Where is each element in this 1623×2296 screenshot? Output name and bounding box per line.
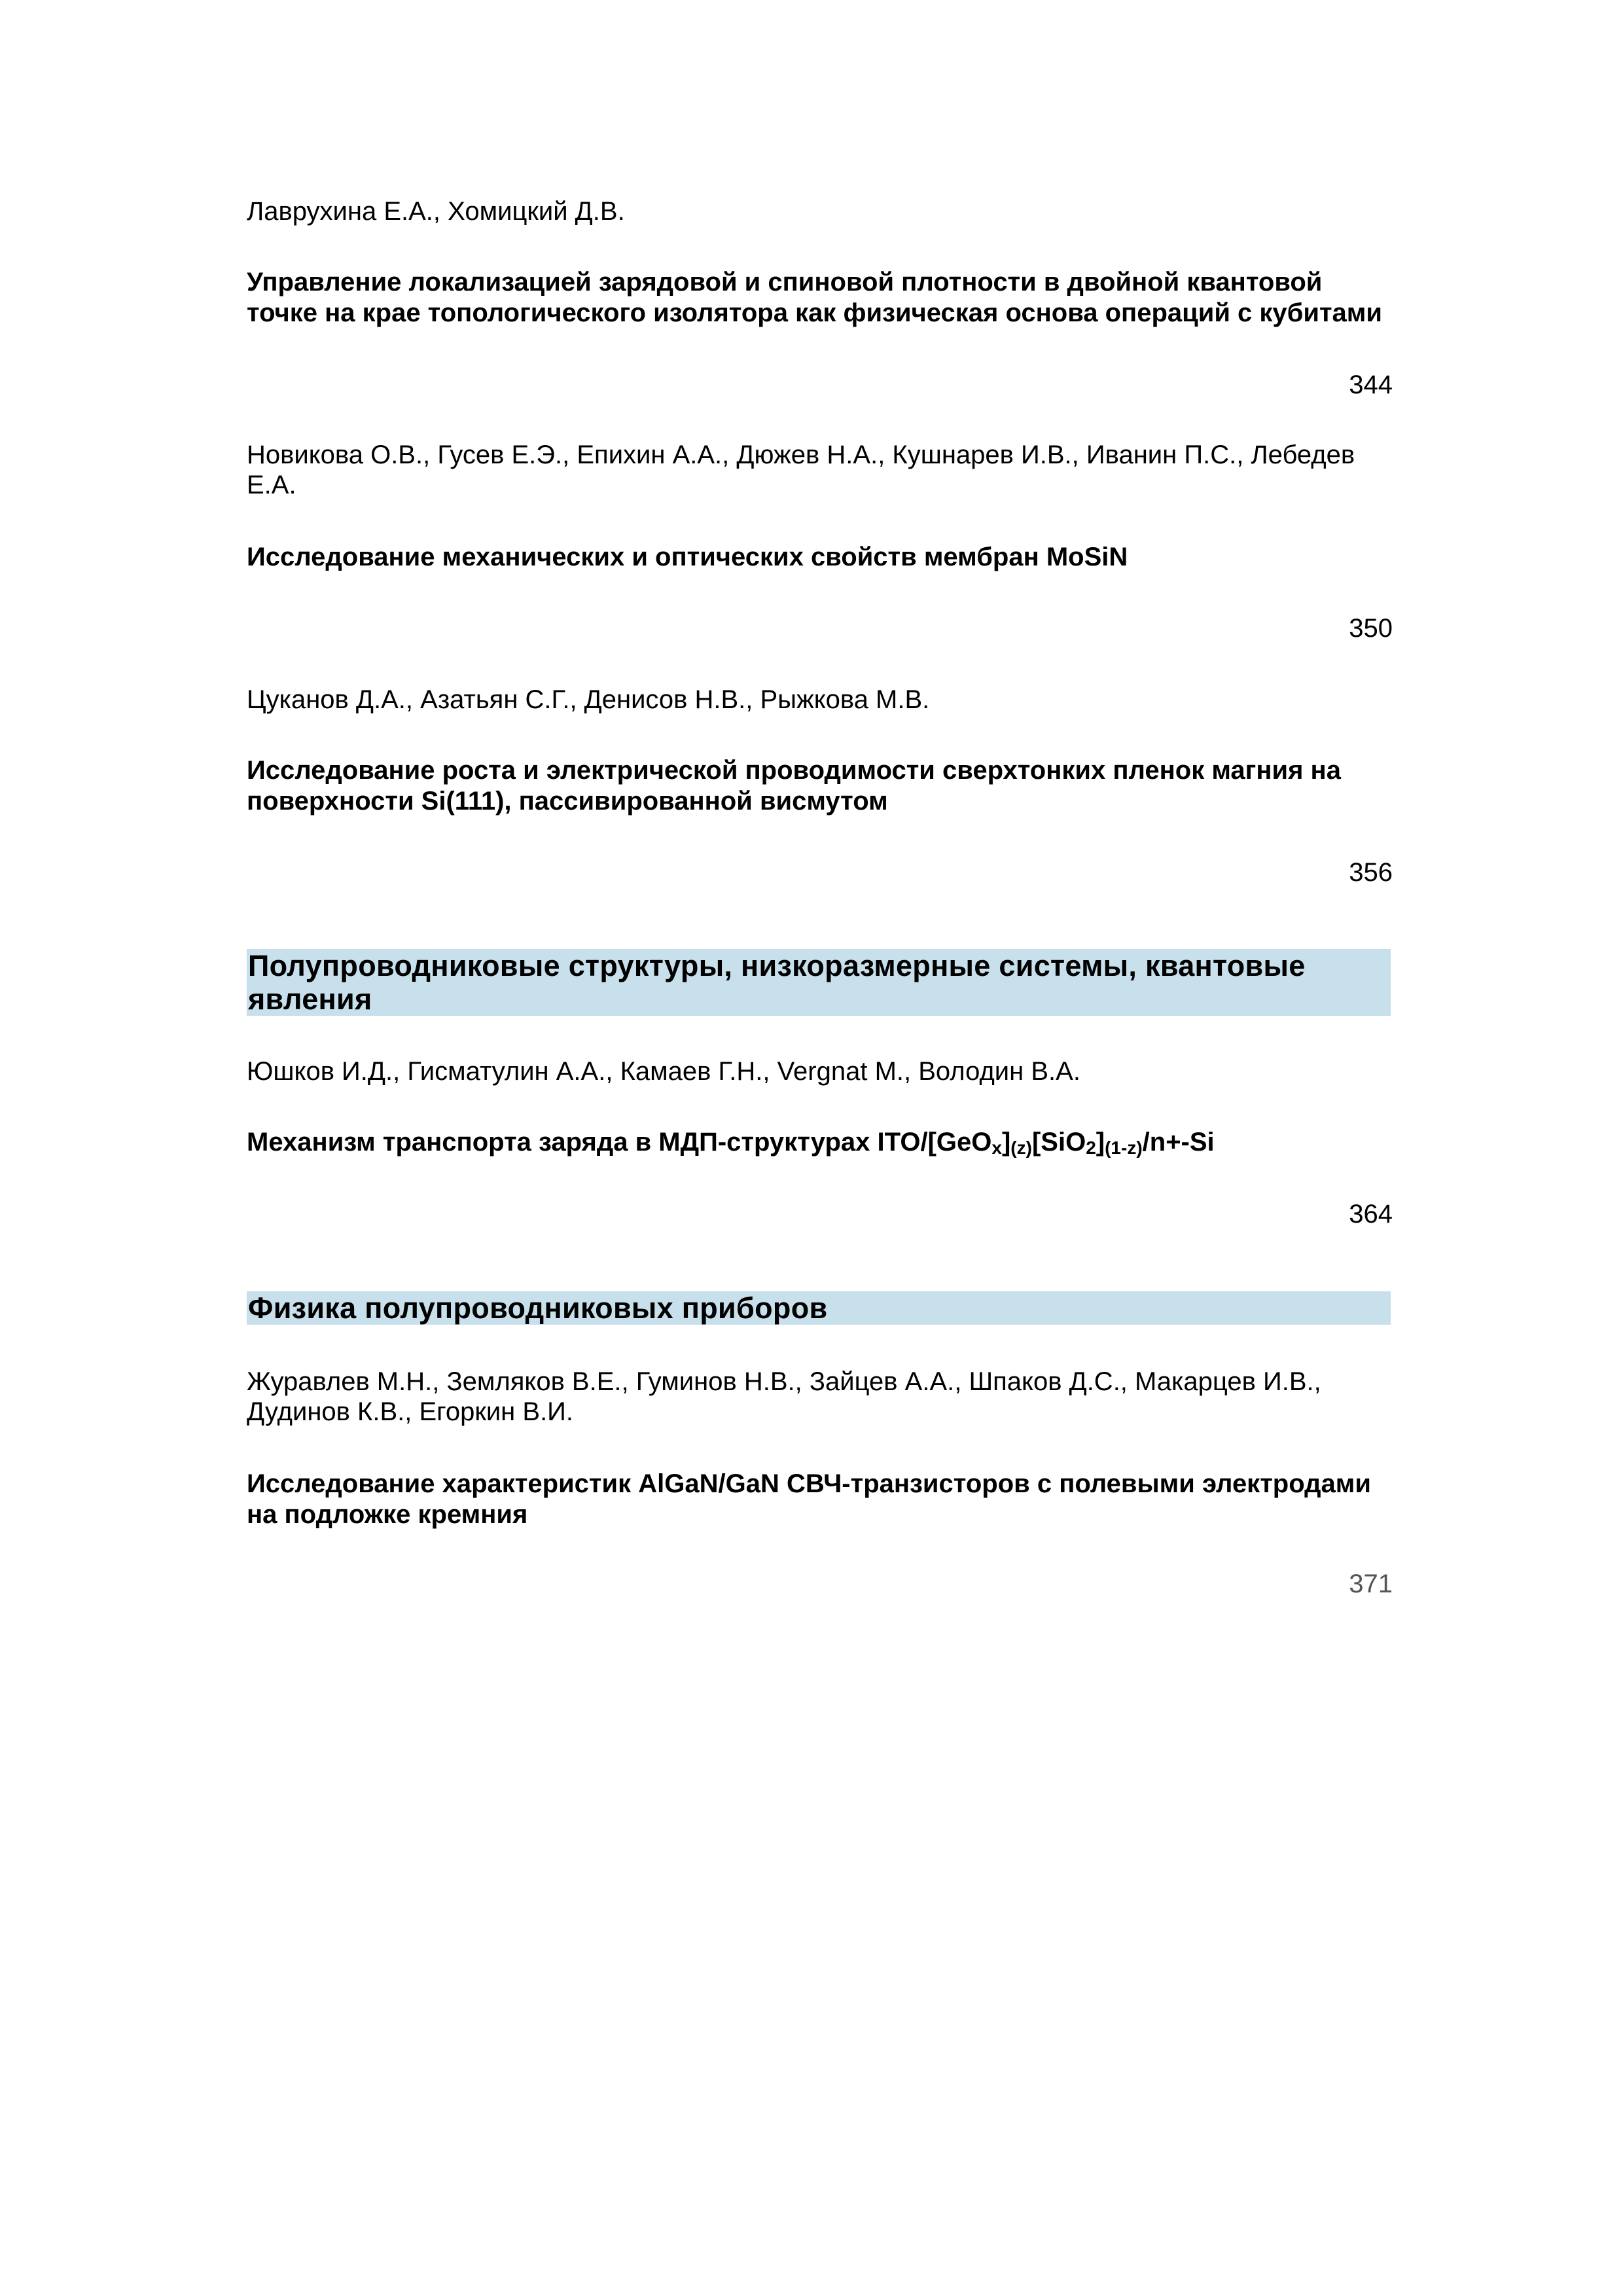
title-subscript: 2 [1086,1138,1096,1158]
title-part: [SiO [1031,1128,1086,1157]
authors-line: Журавлев М.Н., Земляков В.Е., Гуминов Н.В., Зайцев А.А., Шпаков Д.С., Макарцев И.В., [247,1367,1321,1396]
entry-authors [247,685,1392,715]
section-heading [247,1291,1391,1325]
title-line: Управление локализацией зарядовой и спиновой плотности в двойной квантовой [247,268,1323,296]
entry-title [247,1469,1392,1530]
entry-authors [247,440,1392,500]
entry-authors [247,196,1392,226]
entry-page-number: 371 [1349,1570,1393,1598]
authors-text: Цуканов Д.А., Азатьян С.Г., Денисов Н.В., Рыжкова М.В. [247,685,930,714]
entry-authors [247,1367,1392,1427]
entry-page-number: 344 [1349,370,1393,399]
entry-page-number: 356 [1349,858,1393,887]
section-heading-line: Полупроводниковые структуры, низкоразмерные системы, квантовые [248,949,1306,982]
section-heading [247,949,1391,1016]
authors-line: Е.А. [247,471,296,499]
entry-title [247,267,1392,329]
authors-text: Юшков И.Д., Гисматулин А.А., Камаев Г.Н., Vergnat M., Володин В.А. [247,1057,1080,1086]
title-text: Исследование механических и оптических свойств мембран MoSiN [247,543,1128,571]
title-subscript: x [991,1138,1002,1158]
title-line: точке на крае топологического изолятора как физическая основа операций с кубитами [247,298,1382,327]
title-part: ] [1001,1128,1011,1157]
title-part: /n+-Si [1142,1128,1215,1157]
title-line: Исследование роста и электрической проводимости сверхтонких пленок магния на [247,756,1341,785]
title-subscript: (z) [1010,1138,1032,1158]
authors-text: Лаврухина Е.А., Хомицкий Д.В. [247,197,625,226]
entry-page-number: 350 [1349,614,1393,643]
title-line: поверхности Si(111), пассивированной висмутом [247,787,888,816]
entry-title [247,542,1392,573]
authors-line: Новикова О.В., Гусев Е.Э., Епихин А.А., Дюжев Н.А., Кушнарев И.В., Иванин П.С., Лебедев [247,440,1355,469]
authors-line: Дудинов К.В., Егоркин В.И. [247,1397,574,1426]
entry-title [247,1127,1392,1158]
entry-authors [247,1056,1392,1086]
title-part: ] [1096,1128,1105,1157]
entry-title [247,755,1392,817]
title-subscript: (1-z) [1105,1138,1143,1158]
section-heading-text: Физика полупроводниковых приборов [248,1291,828,1325]
entry-page-number: 364 [1349,1200,1393,1229]
section-heading-line: явления [248,982,372,1016]
title-line: на подложке кремния [247,1500,528,1529]
title-line: Исследование характеристик AlGaN/GaN СВЧ-транзисторов с полевыми электродами [247,1469,1371,1498]
title-part: Механизм транспорта заряда в МДП-структурах ITO/[GeO [247,1128,992,1157]
